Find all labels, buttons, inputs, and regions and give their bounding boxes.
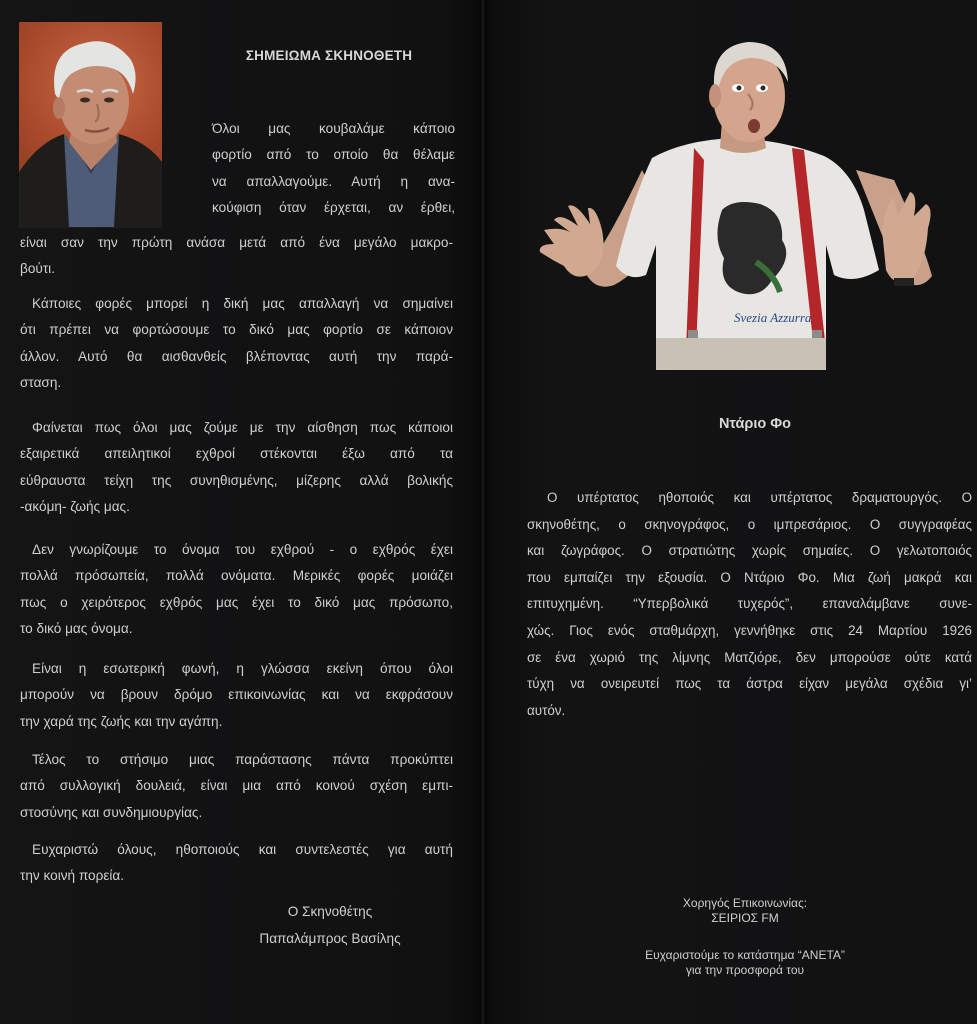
- paragraph-line: -ακόμη- ζωής μας.: [20, 499, 130, 515]
- sponsor-label: Χορηγός Επικοινωνίας:: [682, 896, 808, 910]
- thanks-line-2: για την προσφορά του: [685, 963, 805, 977]
- paragraph-line: την κοινή πορεία.: [20, 868, 125, 884]
- paragraph-line: την χαρά της ζωής και την αγάπη.: [20, 713, 223, 729]
- paragraph-line: Ευχαριστώ όλους, ηθοποιούς και συντελεστές για αυτή: [32, 842, 453, 857]
- paragraph-line: Είναι η εσωτερική φωνή, η γλώσσα εκείνη όπου όλοι: [32, 661, 453, 676]
- intro-line: να απαλλαγούμε. Αυτή η ανα-: [212, 173, 455, 189]
- paragraph-line: πως ο χειρότερος εχθρός μας έχει το δικό μας πρόσωπο,: [20, 594, 453, 610]
- intro-line: φορτίο από το οποίο θα θέλαμε: [212, 147, 455, 163]
- bio-line: σε ένα χωριό της λίμνης Ματζιόρε, δεν μπορούσε ούτε κατά: [527, 649, 972, 665]
- director-note-paragraph: [20, 537, 453, 643]
- signature-name: Παπαλάμπρος Βασίλης: [259, 931, 401, 946]
- director-note-title: ΣΗΜΕΙΩΜΑ ΣΚΗΝΟΘΕΤΗ: [245, 48, 413, 63]
- director-note-paragraph: [20, 837, 453, 890]
- paragraph-line: εύθραυστα τείχη της συνηθισμένης, μίζερης αλλά βολικής: [20, 472, 453, 488]
- page-fold: [481, 0, 485, 1024]
- paragraph-line: Κάποιες φορές μπορεί η δική μας απαλλαγή να σημαίνει: [32, 296, 453, 311]
- dario-fo-photo: [534, 30, 934, 370]
- bio-line: Ο υπέρτατος ηθοποιός και υπέρτατος δραματουργός. Ο: [547, 490, 972, 505]
- intro-line: Όλοι μας κουβαλάμε κάποιο: [212, 121, 455, 136]
- director-note-paragraph: [20, 656, 453, 735]
- paragraph-line: στοσύνης και συνδημιουργίας.: [20, 804, 203, 820]
- bio-line: αυτόν.: [527, 702, 566, 718]
- paragraph-line: είναι σαν την πρώτη ανάσα μετά από ένα μεγάλο μακρο-: [20, 235, 453, 250]
- bio-line: σκηνοθέτης, ο σκηνογράφος, ο ιμπρεσάριος. Ο συγγραφέας: [527, 516, 972, 532]
- director-note-intro: [212, 116, 455, 222]
- director-note-paragraph: [20, 230, 453, 283]
- signature-role: Ο Σκηνοθέτης: [287, 904, 373, 919]
- paragraph-line: Φαίνεται πως όλοι μας ζούμε με την αίσθηση πως κάποιοι: [32, 420, 453, 435]
- paragraph-line: βούτι.: [20, 261, 55, 277]
- intro-line: κούφιση όταν έρχεται, αν έρθει,: [212, 200, 455, 216]
- bio-line: τύχη να ονειρευτεί πως τα άστρα είχαν μεγάλα σχέδια γι’: [527, 676, 972, 692]
- paragraph-line: το δικό μας όνομα.: [20, 621, 133, 637]
- shirt-print-text: Svezia Azzurra: [734, 310, 812, 325]
- paragraph-line: μπορούν να βρουν δρόμο επικοινωνίας και να εκφράσουν: [20, 687, 453, 703]
- paragraph-line: Τέλος το στήσιμο μιας παράστασης πάντα προκύπτει: [32, 752, 453, 767]
- dario-fo-bio: [527, 485, 972, 724]
- bio-line: επιτυχημένη. “Υπερβολικά τυχερός”, επαναλάμβανε συνε-: [527, 596, 972, 612]
- dario-fo-name: Ντάριο Φο: [718, 416, 792, 432]
- paragraph-line: ότι πρέπει να φορτώσουμε το δικό μας φορτίο σε κάποιον: [20, 322, 453, 338]
- bio-line: και ζωγράφος. Ο στρατιώτης χωρίς σημαίες. Ο γελωτοποιός: [527, 543, 972, 559]
- thanks-line-1: Ευχαριστούμε το κατάστημα “ΑΝΕΤΑ”: [645, 948, 845, 962]
- director-note-paragraph: [20, 747, 453, 826]
- paragraph-line: Δεν γνωρίζουμε το όνομα του εχθρού - ο εχθρός έχει: [32, 542, 453, 557]
- bio-line: χώς. Γιος ενός σταθμάρχη, γεννήθηκε στις 24 Μαρτίου 1926: [527, 622, 972, 638]
- sponsor-name: ΣΕΙΡΙΟΣ FM: [711, 911, 779, 925]
- paragraph-line: πολλά πρόσωπεία, πολλά ονόματα. Μερικές φορές μοιάζει: [20, 568, 453, 584]
- paragraph-line: σταση.: [20, 375, 62, 391]
- director-note-paragraph: [20, 415, 453, 521]
- director-note-paragraph: [20, 291, 453, 397]
- paragraph-line: άλλον. Αυτό θα αισθανθείς βλέποντας αυτή την παρά-: [20, 348, 453, 364]
- paragraph-line: εξαιρετικά απειλητικοί εχθροί στέκονται έξω από τα: [20, 446, 453, 462]
- bio-line: που εμπαίζει την εξουσία. Ο Ντάριο Φο. Μια ζωή μακρά και: [527, 569, 972, 585]
- paragraph-line: από συλλογική δουλειά, είναι μια από κοινού σχέση εμπι-: [20, 778, 453, 794]
- director-portrait-photo: [19, 22, 162, 228]
